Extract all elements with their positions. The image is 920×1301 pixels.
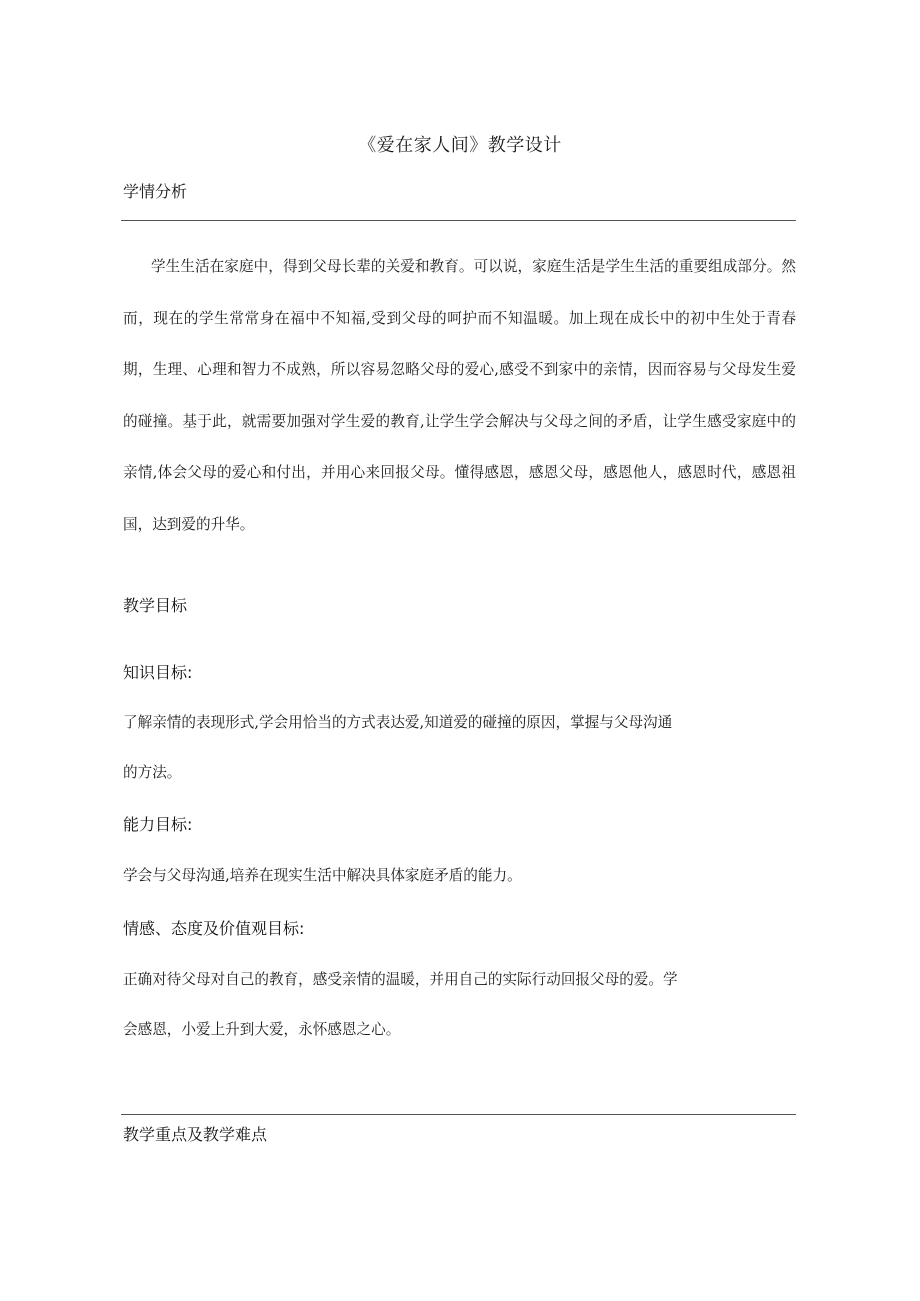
section-divider — [121, 220, 796, 221]
subheading-ability: 能力目标: — [123, 815, 193, 834]
section-heading-keypoints: 教学重点及教学难点 — [123, 1125, 268, 1144]
knowledge-text-line1: 了解亲情的表现形式,学会用恰当的方式表达爱,知道爱的碰撞的原因，掌握与父母沟通 — [123, 714, 673, 731]
emotion-text-line2: 会感恩，小爱上升到大爱，永怀感恩之心。 — [123, 1021, 401, 1038]
subheading-emotion: 情感、态度及价值观目标: — [123, 919, 305, 938]
subheading-knowledge: 知识目标: — [123, 663, 193, 682]
knowledge-text-line2: 的方法。 — [123, 764, 182, 781]
analysis-paragraph — [123, 241, 796, 550]
section-divider — [121, 1114, 796, 1115]
document-title: 《爱在家人间》教学设计 — [358, 135, 562, 156]
analysis-paragraph-text: 学生生活在家庭中，得到父母长辈的关爱和教育。可以说，家庭生活是学生生活的重要组成部分。然而，现在的学生常常身在福中不知福,受到父母的呵护而不知温暖。加上现在成长中的初中生处于青春期，生理、心理和智力不成熟，所以容易忽略父母的爱心,感受不到家中的亲情，因而容易与父母发生爱的碰撞。基于此，就需要加强对学生爱的教育,让学生学会解决与父母之间的矛盾，让学生感受家庭中的亲情,体会父母的爱心和付出，并用心来回报父母。懂得感恩，感恩父母，感恩他人，感恩时代，感恩祖国，达到爱的升华。 — [123, 258, 796, 533]
section-heading-analysis: 学情分析 — [123, 182, 188, 201]
ability-text-line1: 学会与父母沟通,培养在现实生活中解决具体家庭矛盾的能力。 — [123, 867, 522, 884]
emotion-text-line1: 正确对待父母对自己的教育，感受亲情的温暖，并用自己的实际行动回报父母的爱。学 — [123, 971, 678, 988]
section-heading-objectives: 教学目标 — [123, 596, 188, 615]
